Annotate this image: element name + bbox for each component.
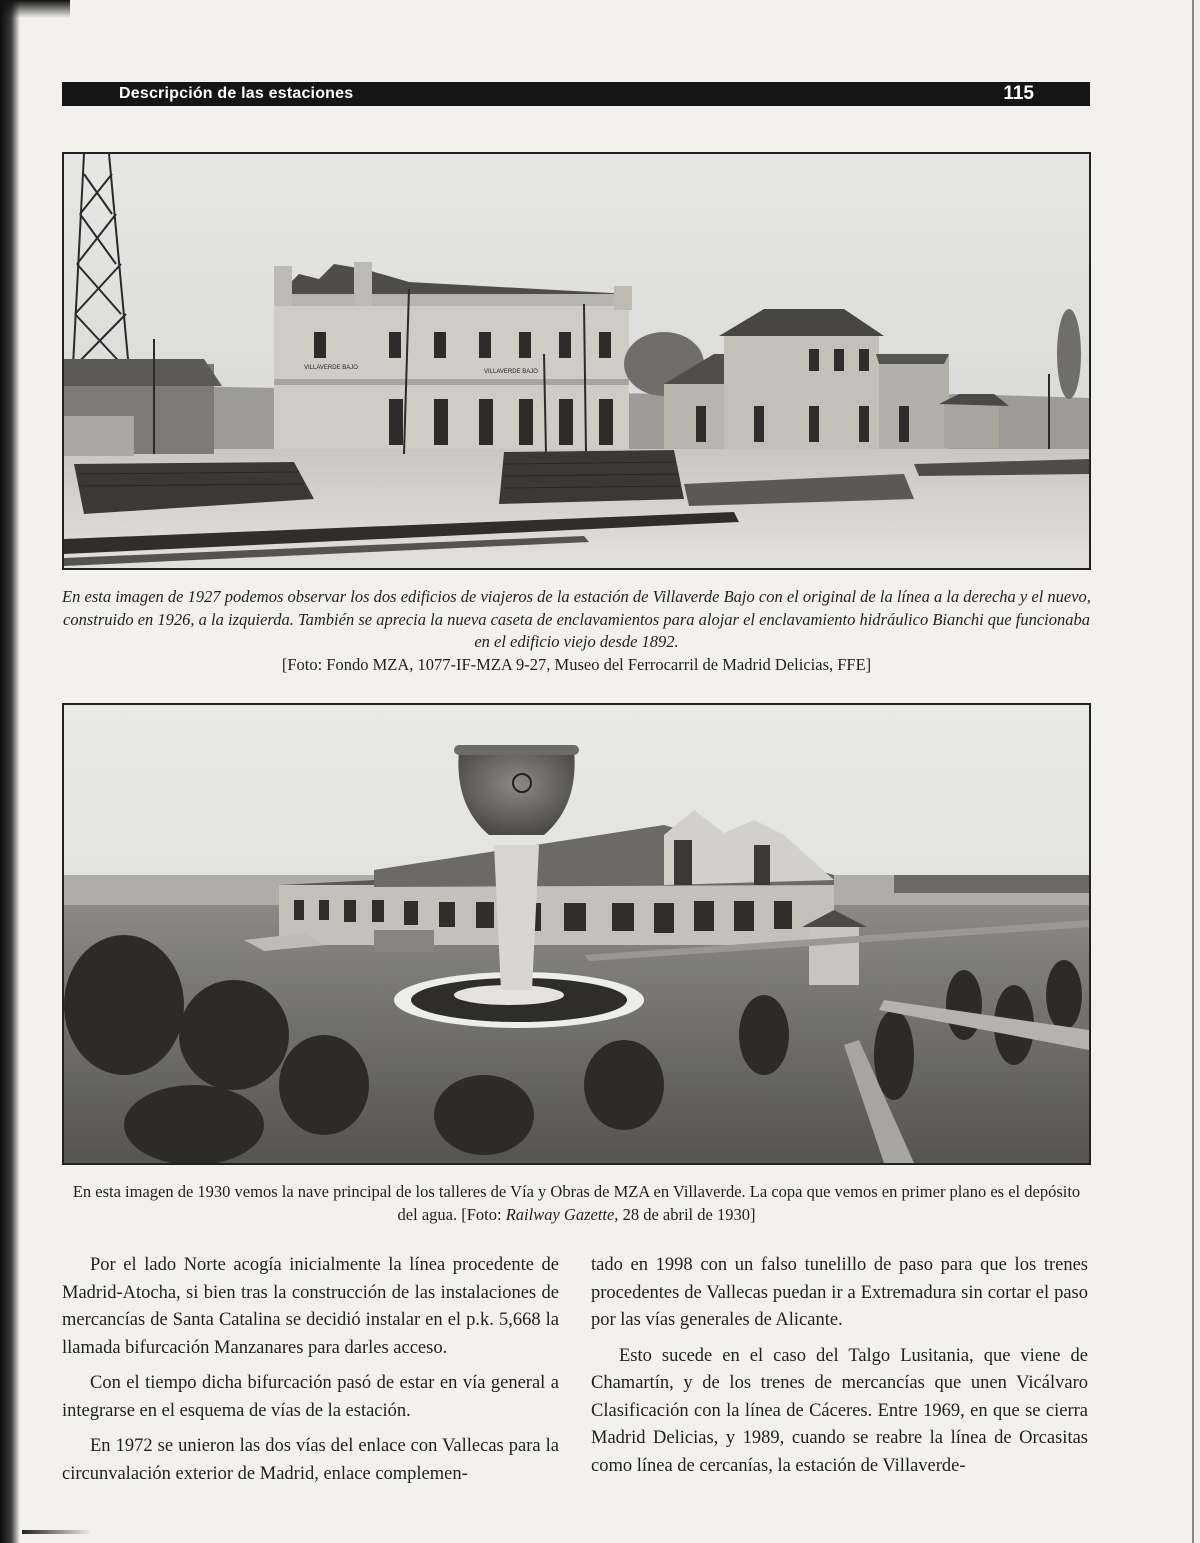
scan-shadow-top (0, 0, 70, 18)
body-paragraph: Esto sucede en el caso del Talgo Lusitania, que viene de Chamartín, y de los trenes de mercancías que unen Vicálvaro Clasificación con la línea de Cáceres. Entre 1969, en que se cierra Madrid Delicias, y 1989, cuando se reabre la línea de Orcasitas como línea de cercanías, la estación de Villaverde- (591, 1345, 1088, 1476)
body-paragraph: tado en 1998 con un falso tunelillo de paso para que los trenes procedentes de Vallecas puedan ir a Extremadura sin cortar el paso por las vías generales de Alicante. (591, 1255, 1088, 1330)
workshop-photo-1930 (62, 703, 1091, 1165)
station-sign-left: VILLAVERDE BAJO (304, 365, 358, 371)
page-number: 115 (1003, 83, 1034, 104)
caption-text: En esta imagen de 1930 vemos la nave principal de los talleres de Vía y Obras de MZA en Villaverde. La copa que vemos en primer plano es el depósito del agua. [Foto: (72, 1182, 1081, 1224)
body-column-right (591, 1252, 1088, 1488)
photo-caption-1930 (62, 1181, 1091, 1226)
scan-edge-right (1192, 0, 1194, 1543)
station-photo-1927 (62, 152, 1091, 570)
caption-credit: [Foto: Fondo MZA, 1077-IF-MZA 9-27, Museo del Ferrocarril de Madrid Delicias, FFE] (281, 654, 872, 674)
caption-source: Railway Gazette, (505, 1204, 619, 1224)
scan-shadow-bottom (22, 1530, 92, 1534)
section-title: Descripción de las estaciones (119, 85, 354, 102)
caption-date: 28 de abril de 1930] (618, 1204, 756, 1224)
station-sign-right: VILLAVERDE BAJO (484, 369, 538, 375)
running-header (62, 82, 1090, 106)
caption-description: En esta imagen de 1927 podemos observar los dos edificios de viajeros de la estación de Villaverde Bajo con el original de la línea a la derecha y el nuevo, construido en 1926, a la izquierda. También se aprecia la nueva caseta de enclavamientos para alojar el enclavamiento hidráulico Bianchi que funcionaba en el edificio viejo desde 1892. (62, 587, 1091, 651)
workshop-photo-illustration (64, 705, 1089, 1163)
body-paragraph: Con el tiempo dicha bifurcación pasó de estar en vía general a integrarse en el esquema de vías de la estación. (62, 1373, 559, 1421)
body-column-left (62, 1252, 559, 1496)
station-photo-illustration (64, 154, 1089, 568)
photo-caption-1927 (62, 586, 1091, 676)
scan-shadow-left (0, 0, 20, 1543)
body-paragraph: En 1972 se unieron las dos vías del enlace con Vallecas para la circunvalación exterior de Madrid, enlace complemen- (62, 1436, 559, 1484)
body-paragraph: Por el lado Norte acogía inicialmente la línea procedente de Madrid-Atocha, si bien tras la construcción de las instalaciones de mercancías de Santa Catalina se decidió instalar en el p.k. 5,668 la llamada bifurcación Manzanares para darles acceso. (62, 1255, 559, 1358)
